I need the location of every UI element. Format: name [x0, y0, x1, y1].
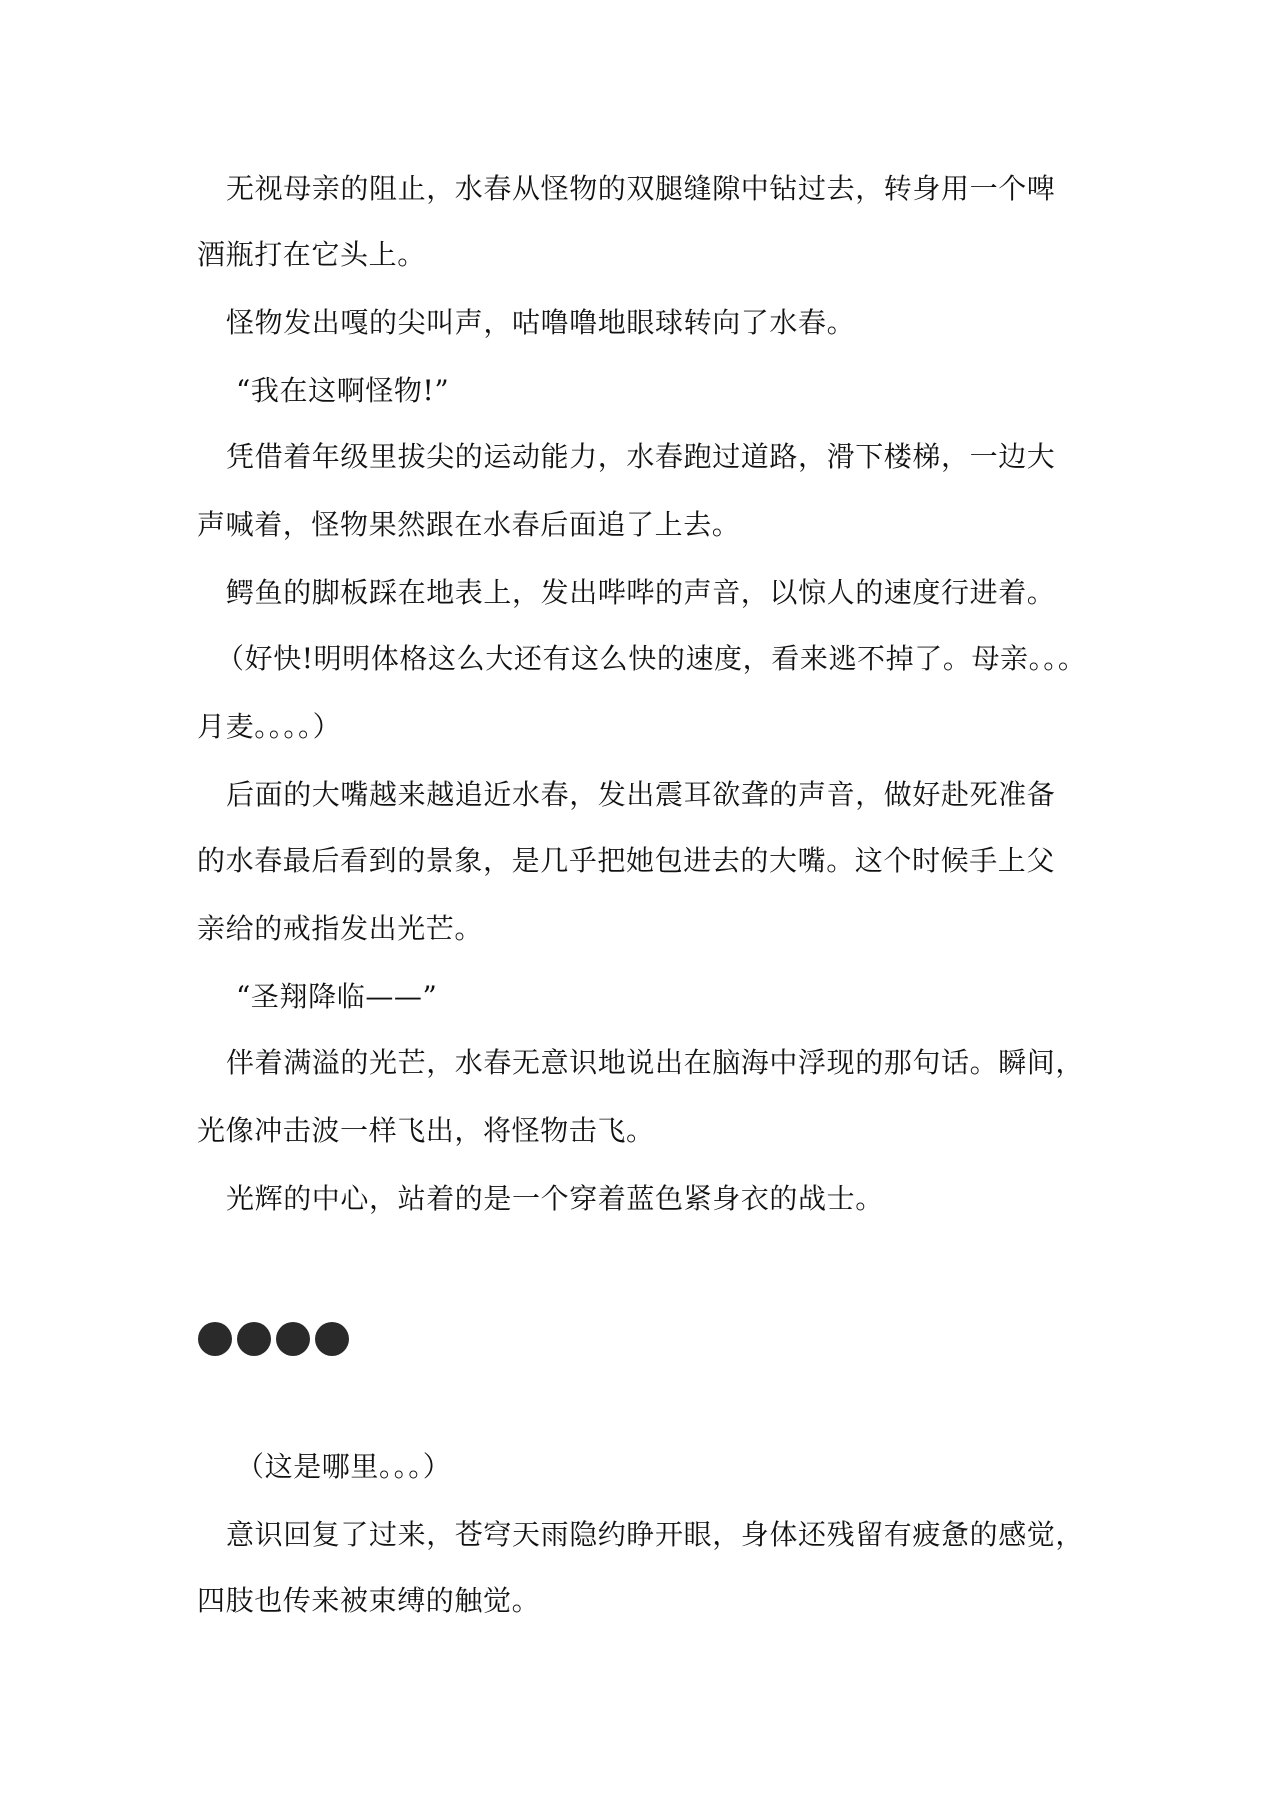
- text-line: 光像冲击波一样飞出，将怪物击飞。: [197, 1114, 655, 1147]
- text-line: 怪物发出嘎的尖叫声，咕噜噜地眼球转向了水春。: [226, 306, 856, 339]
- text-line: “圣翔降临——”: [236, 980, 438, 1013]
- separator-dot: [276, 1322, 310, 1356]
- separator-dot: [198, 1322, 232, 1356]
- text-line: 月麦。。。。）: [197, 710, 342, 743]
- text-line: 光辉的中心，站着的是一个穿着蓝色紧身衣的战士。: [226, 1182, 884, 1215]
- text-line: 无视母亲的阻止，水春从怪物的双腿缝隙中钻过去，转身用一个啤: [226, 172, 1056, 205]
- text-line: 亲给的戒指发出光芒。: [197, 912, 484, 945]
- text-line: 后面的大嘴越来越追近水春，发出震耳欲聋的声音，做好赴死准备: [226, 778, 1056, 811]
- text-line: 凭借着年级里拔尖的运动能力，水春跑过道路，滑下楼梯，一边大: [226, 440, 1056, 473]
- text-line: 的水春最后看到的景象，是几乎把她包进去的大嘴。这个时候手上父: [197, 844, 1056, 877]
- text-line: 四肢也传来被束缚的触觉。: [197, 1584, 541, 1617]
- text-line: （这是哪里。。。）: [236, 1450, 452, 1483]
- separator-dot: [237, 1322, 271, 1356]
- text-line: 鳄鱼的脚板踩在地表上，发出哔哔的声音，以惊人的速度行进着。: [226, 576, 1056, 609]
- separator-dot: [315, 1322, 349, 1356]
- text-line: “我在这啊怪物!”: [236, 374, 450, 407]
- text-line: 伴着满溢的光芒，水春无意识地说出在脑海中浮现的那句话。瞬间，: [226, 1046, 1085, 1079]
- section-separator: [198, 1322, 349, 1356]
- text-line: 酒瓶打在它头上。: [197, 238, 426, 271]
- text-line: （好快!明明体格这么大还有这么快的速度，看来逃不掉了。母亲。。。: [216, 642, 1087, 675]
- text-line: 意识回复了过来，苍穹天雨隐约睁开眼，身体还残留有疲惫的感觉，: [226, 1518, 1085, 1551]
- text-line: 声喊着，怪物果然跟在水春后面追了上去。: [197, 508, 741, 541]
